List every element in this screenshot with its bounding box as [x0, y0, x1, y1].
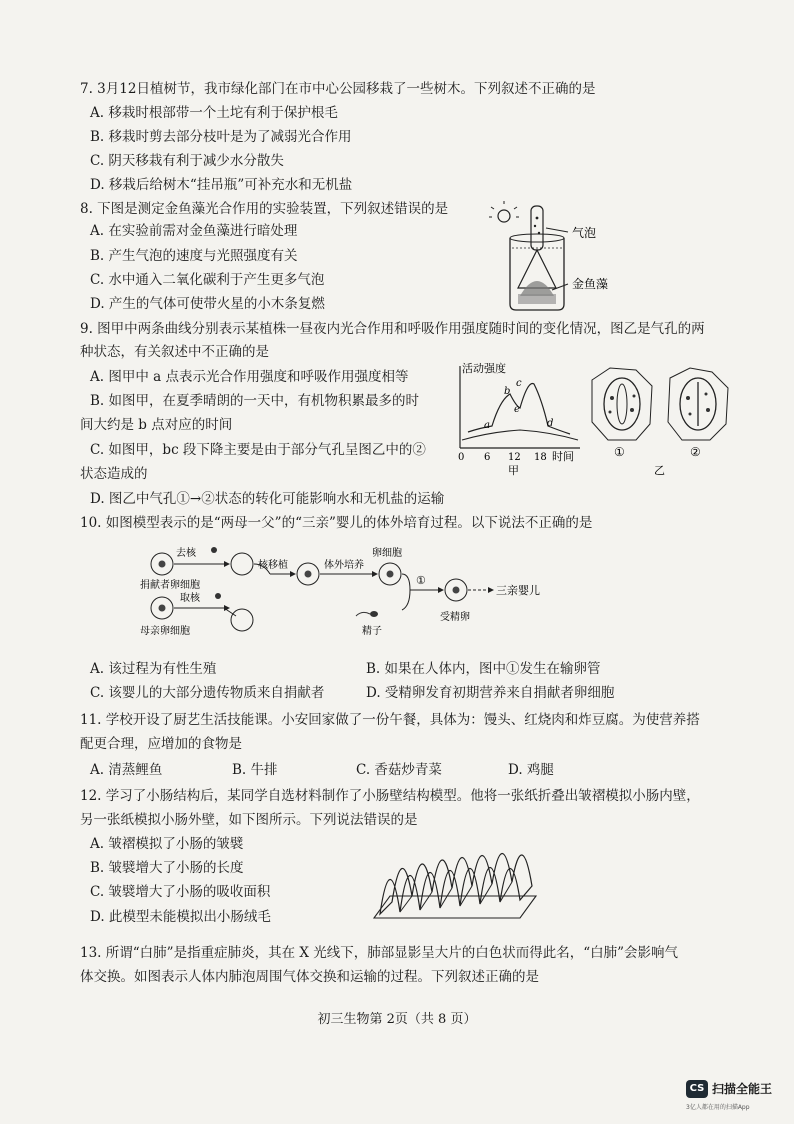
q11-stem-line2: 配更合理，应增加的食物是 [80, 736, 242, 752]
q10-label-sperm: 精子 [362, 626, 382, 637]
q9-option-a: A. 图甲中 a 点表示光合作用强度和呼吸作用强度相等 [90, 369, 409, 385]
q10-label-egg-cell: 卵细胞 [372, 548, 402, 559]
q12-stem-line2: 另一张纸模拟小肠外壁，如下图所示。下列说法错误的是 [80, 812, 418, 828]
q8-label-bubble: 气泡 [572, 226, 597, 240]
q9-chart-caption: 甲 [508, 464, 519, 477]
q12-option-c: C. 皱襞增大了小肠的吸收面积 [90, 884, 271, 900]
q11-option-b: B. 牛排 [232, 762, 278, 778]
q7-option-a: A. 移栽时根部带一个土坨有利于保护根毛 [90, 105, 338, 121]
q13-stem-line1: 13. 所谓“白肺”是指重症肺炎，其在 X 光线下，肺部显影呈大片的白色状而得此名，“白肺”会影响气 [80, 945, 679, 961]
q11-option-a: A. 清蒸鲤鱼 [90, 762, 163, 778]
q9-point-c: c [516, 378, 522, 389]
q8-option-d: D. 产生的气体可使带火星的小木条复燃 [90, 296, 325, 312]
q9-point-a: a [484, 420, 490, 431]
q9-point-d: d [547, 418, 554, 429]
q9-tick-18: 18 [534, 452, 547, 463]
q9-stoma-label-2: ② [690, 445, 701, 459]
q9-option-b-line1: B. 如图甲，在夏季晴朗的一天中，有机物积累最多的时 [90, 393, 420, 409]
q11-option-c: C. 香菇炒青菜 [356, 762, 442, 778]
q9-stem-line2: 种状态，有关叙述中不正确的是 [80, 344, 269, 360]
q12-option-b: B. 皱襞增大了小肠的长度 [90, 860, 244, 876]
q10-label-take-nucleus: 取核 [180, 593, 200, 604]
q10-label-mother-egg: 母亲卵细胞 [140, 626, 190, 637]
q10-label-baby: 三亲婴儿 [496, 584, 540, 597]
q9-tick-6: 6 [484, 452, 491, 463]
q10-label-in-vitro-culture: 体外培养 [324, 560, 364, 571]
q9-option-b-line2: 间大约是 b 点对应的时间 [80, 417, 233, 433]
q8-option-c: C. 水中通入二氧化碳利于产生更多气泡 [90, 272, 325, 288]
q9-option-c-line1: C. 如图甲，bc 段下降主要是由于部分气孔呈图乙中的② [90, 442, 426, 458]
q9-stomata-diagram [586, 360, 736, 480]
q9-stoma-open [592, 368, 652, 440]
q10-label-nuclear-transfer: 核移植 [258, 560, 288, 571]
q13-stem-line2: 体交换。如图表示人体内肺泡周围气体交换和运输的过程。下列叙述正确的是 [80, 969, 539, 985]
q10-option-a: A. 该过程为有性生殖 [90, 661, 217, 677]
q9-respiration-curve [462, 430, 578, 440]
q7-option-b: B. 移栽时剪去部分枝叶是为了减弱光合作用 [90, 129, 352, 145]
q8-apparatus-diagram [488, 200, 628, 312]
q9-tick-0: 0 [458, 452, 465, 463]
q10-ivf-diagram [140, 538, 580, 646]
q12-intestine-model [370, 826, 540, 926]
q10-stem: 10. 如图模型表示的是“两母一父”的“三亲”婴儿的体外培育过程。以下说法不正确的是 [80, 515, 593, 531]
q9-option-d: D. 图乙中气孔①→②状态的转化可能影响水和无机盐的运输 [90, 491, 445, 507]
scanner-logo-icon: CS [686, 1080, 708, 1098]
scanner-brand-name: 扫描全能王 [712, 1082, 773, 1096]
q10-option-b: B. 如果在人体内，图中①发生在输卵管 [366, 661, 601, 677]
q10-label-donor-egg: 捐献者卵细胞 [140, 580, 200, 591]
q10-option-d: D. 受精卵发育初期营养来自捐献者卵细胞 [366, 685, 615, 701]
q9-stoma-caption: 乙 [654, 464, 665, 477]
q9-tick-12: 12 [508, 452, 521, 463]
q11-stem-line1: 11. 学校开设了厨艺生活技能课。小安回家做了一份午餐，具体为：馒头、红烧肉和炸豆腐。为使营养搭 [80, 712, 700, 728]
q12-option-d: D. 此模型未能模拟出小肠绒毛 [90, 909, 271, 925]
q7-option-c: C. 阴天移栽有利于减少水分散失 [90, 153, 284, 169]
page-footer: 初三生物第 2页（共 8 页） [317, 1012, 477, 1027]
q9-chart-ylabel: 活动强度 [462, 362, 506, 375]
q9-stoma-label-1: ① [614, 445, 625, 459]
q8-option-b: B. 产生气泡的速度与光照强度有关 [90, 248, 298, 264]
q9-activity-chart [450, 360, 590, 480]
q9-chart-xlabel: 时间 [552, 450, 574, 463]
q11-option-d: D. 鸡腿 [508, 762, 554, 778]
q10-label-zygote: 受精卵 [440, 612, 470, 623]
q8-option-a: A. 在实验前需对金鱼藻进行暗处理 [90, 223, 298, 239]
q12-stem-line1: 12. 学习了小肠结构后，某同学自选材料制作了小肠壁结构模型。他将一张纸折叠出皱褶模拟小肠内壁， [80, 788, 700, 804]
q9-option-c-line2: 状态造成的 [80, 466, 148, 482]
q8-stem: 8. 下图是测定金鱼藻光合作用的实验装置，下列叙述错误的是 [80, 201, 449, 217]
q7-stem: 7. 3月12日植树节，我市绿化部门在市中心公园移栽了一些树木。下列叙述不正确的是 [80, 81, 596, 97]
scanner-brand-tagline: 3亿人都在用的扫描App [686, 1104, 750, 1111]
q9-point-e: e [514, 404, 520, 415]
q12-option-a: A. 皱褶模拟了小肠的皱襞 [90, 836, 244, 852]
q10-label-remove-nucleus: 去核 [176, 548, 196, 559]
q9-stem-line1: 9. 图甲中两条曲线分别表示某植株一昼夜内光合作用和呼吸作用强度随时间的变化情况，图乙是气孔的两 [80, 321, 705, 337]
q8-label-plant: 金鱼藻 [572, 277, 609, 291]
q9-point-b: b [504, 386, 511, 397]
q10-option-c: C. 该婴儿的大部分遗传物质来自捐献者 [90, 685, 325, 701]
q9-stoma-closed [668, 368, 728, 440]
q10-label-step1: ① [416, 574, 426, 587]
q7-option-d: D. 移栽后给树木“挂吊瓶”可补充水和无机盐 [90, 177, 353, 193]
